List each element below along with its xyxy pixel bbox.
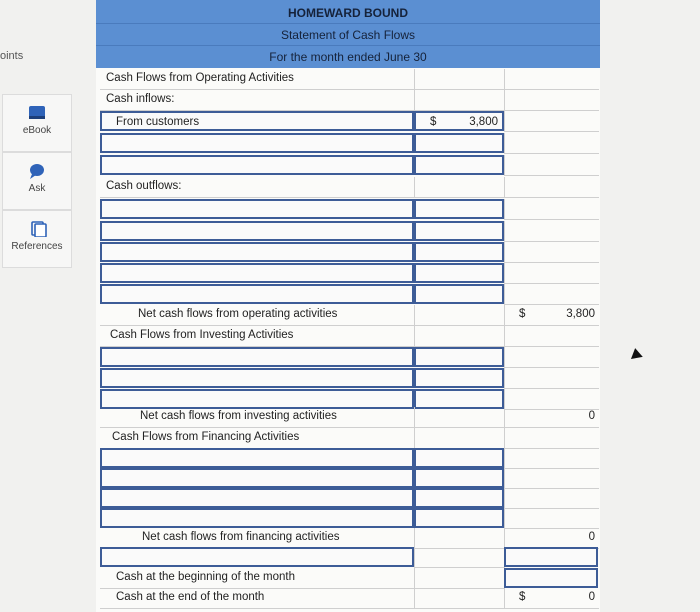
table-row	[96, 568, 600, 589]
table-row	[96, 263, 600, 284]
chat-bubble-icon	[26, 163, 48, 179]
amount-input[interactable]	[414, 347, 504, 367]
sidebar-item-ebook[interactable]	[2, 94, 72, 152]
sidebar-item-references[interactable]	[2, 210, 72, 268]
sidebar-item-label: eBook	[22, 125, 52, 136]
table-row	[96, 242, 600, 263]
amount-input[interactable]	[414, 488, 504, 508]
table-row	[96, 177, 600, 198]
cash-flow-worksheet	[96, 0, 600, 612]
table-row	[96, 69, 600, 90]
table-row	[96, 90, 600, 111]
header-divider	[96, 45, 600, 46]
total-value: 3,800	[566, 308, 595, 320]
table-row	[96, 588, 600, 609]
header-divider	[96, 23, 600, 24]
line-item-input[interactable]	[100, 155, 414, 175]
table-row	[96, 326, 600, 347]
points-label: oints	[0, 50, 24, 62]
line-item-input[interactable]	[100, 448, 414, 468]
total-value: 0	[588, 410, 595, 422]
amount-input[interactable]	[414, 263, 504, 283]
line-item-input[interactable]	[100, 242, 414, 262]
line-item-input[interactable]	[100, 133, 414, 153]
table-row	[96, 547, 600, 568]
currency-symbol: $	[430, 116, 437, 128]
total-value: 0	[588, 591, 595, 603]
table-row	[96, 284, 600, 305]
statement-title: Statement of Cash Flows	[280, 28, 416, 42]
line-item-input[interactable]	[100, 389, 414, 409]
table-row	[96, 221, 600, 242]
row-label: Net cash flows from operating activities	[138, 308, 338, 320]
amount-input[interactable]	[414, 155, 504, 175]
table-row	[96, 468, 600, 489]
line-item-input[interactable]	[100, 547, 414, 567]
table-row	[96, 133, 600, 154]
table-row	[96, 488, 600, 509]
row-label: Cash at the beginning of the month	[116, 571, 296, 583]
book-icon	[26, 105, 48, 121]
section-heading: Cash Flows from Financing Activities	[112, 431, 300, 443]
table-row	[96, 528, 600, 549]
sidebar-item-label: Ask	[28, 183, 46, 194]
line-item-input[interactable]	[100, 221, 414, 241]
table-row	[96, 111, 600, 132]
table-row	[96, 428, 600, 449]
sidebar-item-ask[interactable]	[2, 152, 72, 210]
row-label: From customers	[116, 116, 200, 128]
row-label: Cash inflows:	[106, 93, 175, 105]
amount-input[interactable]	[414, 389, 504, 409]
amount-input[interactable]	[414, 448, 504, 468]
line-item-input[interactable]	[100, 284, 414, 304]
line-item-input[interactable]	[100, 508, 414, 528]
table-row	[96, 155, 600, 176]
row-label: Cash at the end of the month	[116, 591, 265, 603]
amount-input[interactable]	[414, 284, 504, 304]
mouse-cursor-icon	[629, 347, 643, 359]
amount-input[interactable]	[504, 547, 598, 567]
sidebar-item-label: References	[11, 241, 63, 252]
sidebar	[0, 0, 72, 612]
row-label: Cash outflows:	[106, 180, 182, 192]
amount-input[interactable]	[414, 468, 504, 488]
amount-input[interactable]	[504, 568, 598, 588]
amount-input[interactable]	[414, 221, 504, 241]
table-row	[96, 305, 600, 326]
line-item-input[interactable]	[100, 347, 414, 367]
section-heading: Cash Flows from Operating Activities	[106, 72, 294, 84]
amount-value: 3,800	[469, 116, 498, 128]
statement-header	[96, 0, 600, 68]
line-item-input[interactable]	[100, 488, 414, 508]
line-item-input[interactable]	[100, 111, 414, 131]
company-name: HOMEWARD BOUND	[288, 6, 408, 20]
table-row	[96, 448, 600, 469]
table-row	[96, 407, 600, 428]
currency-symbol: $	[519, 591, 526, 603]
pages-icon	[26, 221, 48, 237]
amount-input[interactable]	[414, 133, 504, 153]
amount-input[interactable]	[414, 111, 504, 131]
table-row	[96, 347, 600, 368]
line-item-input[interactable]	[100, 368, 414, 388]
line-item-input[interactable]	[100, 468, 414, 488]
amount-input[interactable]	[414, 242, 504, 262]
amount-input[interactable]	[414, 199, 504, 219]
table-row	[96, 199, 600, 220]
table-row	[96, 508, 600, 529]
amount-input[interactable]	[414, 368, 504, 388]
amount-input[interactable]	[414, 508, 504, 528]
line-item-input[interactable]	[100, 263, 414, 283]
row-label: Net cash flows from investing activities	[140, 410, 337, 422]
currency-symbol: $	[519, 308, 526, 320]
line-item-input[interactable]	[100, 199, 414, 219]
statement-period: For the month ended June 30	[269, 50, 427, 64]
row-label: Net cash flows from financing activities	[142, 531, 340, 543]
total-value: 0	[588, 531, 595, 543]
section-heading: Cash Flows from Investing Activities	[110, 329, 294, 341]
table-row	[96, 368, 600, 389]
